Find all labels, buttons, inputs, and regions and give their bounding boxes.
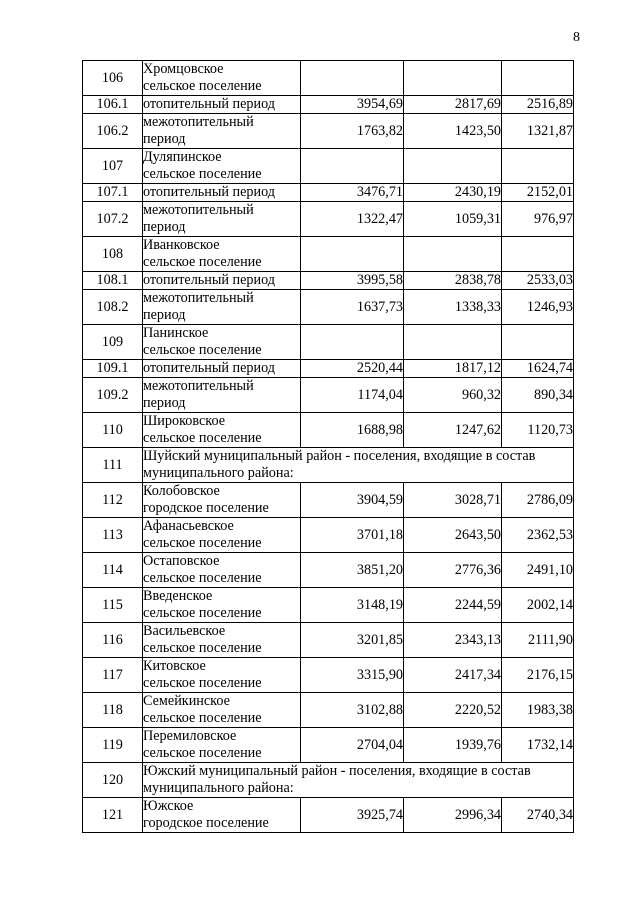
value-cell-v3: 2362,53 <box>502 518 574 553</box>
value-cell-v2 <box>404 61 502 96</box>
settlement-name <box>143 237 301 272</box>
value-cell-v2: 2776,36 <box>404 553 502 588</box>
district-heading <box>143 448 574 483</box>
settlement-name-line: сельское поселение <box>143 342 262 358</box>
settlement-name <box>143 272 301 290</box>
settlement-name-line: отопительный период <box>143 184 275 200</box>
value-cell-v3: 976,97 <box>502 202 574 237</box>
table-row <box>83 448 574 483</box>
value-cell-v2: 960,32 <box>404 378 502 413</box>
value-cell-v1 <box>301 61 404 96</box>
settlement-name <box>143 114 301 149</box>
row-number: 114 <box>83 553 143 588</box>
table-row <box>83 693 574 728</box>
value-cell-v1 <box>301 149 404 184</box>
value-cell-v1: 3315,90 <box>301 658 404 693</box>
row-number: 119 <box>83 728 143 763</box>
value-cell-v1: 3954,69 <box>301 96 404 114</box>
settlement-name-line: период <box>143 131 186 147</box>
settlement-name-line: Васильевское <box>143 623 226 639</box>
settlement-name-line: отопительный период <box>143 96 275 112</box>
table-row <box>83 728 574 763</box>
table-row <box>83 483 574 518</box>
settlement-name <box>143 693 301 728</box>
value-cell-v1 <box>301 237 404 272</box>
row-number: 108 <box>83 237 143 272</box>
settlement-name-line: Китовское <box>143 658 206 674</box>
value-cell-v3: 1321,87 <box>502 114 574 149</box>
value-cell-v3: 2152,01 <box>502 184 574 202</box>
value-cell-v2: 2817,69 <box>404 96 502 114</box>
settlement-name-line: Хромцовское <box>143 61 224 77</box>
value-cell-v1: 1688,98 <box>301 413 404 448</box>
value-cell-v3: 2516,89 <box>502 96 574 114</box>
row-number: 113 <box>83 518 143 553</box>
value-cell-v1: 3904,59 <box>301 483 404 518</box>
row-number: 106.2 <box>83 114 143 149</box>
settlement-name <box>143 588 301 623</box>
value-cell-v3 <box>502 149 574 184</box>
settlement-name <box>143 483 301 518</box>
settlement-name-line: межотопительный <box>143 378 254 394</box>
row-number: 107 <box>83 149 143 184</box>
table-row <box>83 149 574 184</box>
settlement-name <box>143 96 301 114</box>
table-body <box>83 61 574 833</box>
district-heading-line: муниципального района: <box>143 780 294 796</box>
settlement-name <box>143 728 301 763</box>
value-cell-v2: 2343,13 <box>404 623 502 658</box>
value-cell-v3: 1983,38 <box>502 693 574 728</box>
settlement-name <box>143 184 301 202</box>
row-number: 108.2 <box>83 290 143 325</box>
settlement-name-line: сельское поселение <box>143 745 262 761</box>
value-cell-v3: 890,34 <box>502 378 574 413</box>
value-cell-v2: 1939,76 <box>404 728 502 763</box>
settlement-name-line: Перемиловское <box>143 728 237 744</box>
value-cell-v1: 1637,73 <box>301 290 404 325</box>
settlement-name-line: межотопительный <box>143 202 254 218</box>
row-number: 106 <box>83 61 143 96</box>
settlement-name-line: сельское поселение <box>143 675 262 691</box>
settlement-name <box>143 518 301 553</box>
value-cell-v1: 3925,74 <box>301 798 404 833</box>
table-row <box>83 325 574 360</box>
table-row <box>83 658 574 693</box>
value-cell-v2 <box>404 237 502 272</box>
value-cell-v1: 3102,88 <box>301 693 404 728</box>
settlement-name-line: городское поселение <box>143 500 269 516</box>
value-cell-v2: 1338,33 <box>404 290 502 325</box>
settlement-name-line: межотопительный <box>143 290 254 306</box>
settlement-name-line: Колобовское <box>143 483 220 499</box>
district-heading-line: Шуйский муниципальный район - поселения, входящие в состав <box>143 448 536 464</box>
settlement-name-line: сельское поселение <box>143 166 262 182</box>
settlement-name-line: отопительный период <box>143 360 275 376</box>
table-row <box>83 798 574 833</box>
value-cell-v3: 1732,14 <box>502 728 574 763</box>
settlement-name-line: Иванковское <box>143 237 220 253</box>
settlement-name <box>143 658 301 693</box>
table-row <box>83 378 574 413</box>
value-cell-v1: 1174,04 <box>301 378 404 413</box>
settlement-name-line: сельское поселение <box>143 78 262 94</box>
value-cell-v3 <box>502 61 574 96</box>
row-number: 109.1 <box>83 360 143 378</box>
value-cell-v1: 2704,04 <box>301 728 404 763</box>
value-cell-v2: 2417,34 <box>404 658 502 693</box>
value-cell-v3: 1246,93 <box>502 290 574 325</box>
value-cell-v1: 3995,58 <box>301 272 404 290</box>
row-number: 106.1 <box>83 96 143 114</box>
value-cell-v2: 1059,31 <box>404 202 502 237</box>
row-number: 112 <box>83 483 143 518</box>
settlement-name-line: Остаповское <box>143 553 220 569</box>
value-cell-v2: 2244,59 <box>404 588 502 623</box>
table-row <box>83 202 574 237</box>
value-cell-v2: 1423,50 <box>404 114 502 149</box>
settlement-name <box>143 149 301 184</box>
value-cell-v2: 3028,71 <box>404 483 502 518</box>
row-number: 115 <box>83 588 143 623</box>
table-row <box>83 553 574 588</box>
settlement-name-line: Семейкинское <box>143 693 230 709</box>
table-row <box>83 61 574 96</box>
value-cell-v3: 2111,90 <box>502 623 574 658</box>
row-number: 107.2 <box>83 202 143 237</box>
value-cell-v1: 1763,82 <box>301 114 404 149</box>
settlement-name-line: сельское поселение <box>143 535 262 551</box>
value-cell-v1: 3851,20 <box>301 553 404 588</box>
value-cell-v2: 2430,19 <box>404 184 502 202</box>
table-row <box>83 184 574 202</box>
value-cell-v1: 3201,85 <box>301 623 404 658</box>
value-cell-v2: 1247,62 <box>404 413 502 448</box>
table-row <box>83 763 574 798</box>
settlement-name-line: Афанасьевское <box>143 518 234 534</box>
value-cell-v2 <box>404 149 502 184</box>
settlement-name <box>143 290 301 325</box>
row-number: 121 <box>83 798 143 833</box>
value-cell-v3: 2533,03 <box>502 272 574 290</box>
value-cell-v2 <box>404 325 502 360</box>
district-heading <box>143 763 574 798</box>
value-cell-v3 <box>502 237 574 272</box>
settlement-name <box>143 325 301 360</box>
settlement-name-line: сельское поселение <box>143 640 262 656</box>
settlement-name-line: Дуляпинское <box>143 149 222 165</box>
settlement-name-line: сельское поселение <box>143 570 262 586</box>
table-row <box>83 518 574 553</box>
value-cell-v1: 1322,47 <box>301 202 404 237</box>
settlement-name <box>143 553 301 588</box>
value-cell-v3: 2740,34 <box>502 798 574 833</box>
settlement-name-line: период <box>143 219 186 235</box>
value-cell-v3 <box>502 325 574 360</box>
table-row <box>83 114 574 149</box>
settlement-name <box>143 623 301 658</box>
value-cell-v1: 3148,19 <box>301 588 404 623</box>
settlement-name-line: городское поселение <box>143 815 269 831</box>
table-row <box>83 360 574 378</box>
settlement-name <box>143 378 301 413</box>
value-cell-v2: 2996,34 <box>404 798 502 833</box>
district-heading-line: Южский муниципальный район - поселения, входящие в состав <box>143 763 531 779</box>
row-number: 109.2 <box>83 378 143 413</box>
settlement-name-line: сельское поселение <box>143 430 262 446</box>
settlement-name-line: сельское поселение <box>143 710 262 726</box>
settlement-name-line: период <box>143 307 186 323</box>
row-number: 108.1 <box>83 272 143 290</box>
settlement-name <box>143 798 301 833</box>
value-cell-v1: 3701,18 <box>301 518 404 553</box>
page-number: 8 <box>573 30 580 45</box>
district-heading-line: муниципального района: <box>143 465 294 481</box>
table-row <box>83 272 574 290</box>
table-row <box>83 96 574 114</box>
value-cell-v3: 1120,73 <box>502 413 574 448</box>
value-cell-v3: 2002,14 <box>502 588 574 623</box>
settlement-name-line: Южское <box>143 798 194 814</box>
settlement-name <box>143 360 301 378</box>
settlement-name <box>143 413 301 448</box>
row-number: 109 <box>83 325 143 360</box>
row-number: 111 <box>83 448 143 483</box>
table-row <box>83 588 574 623</box>
row-number: 107.1 <box>83 184 143 202</box>
settlement-name-line: Панинское <box>143 325 209 341</box>
tariff-table <box>82 60 574 833</box>
value-cell-v3: 2176,15 <box>502 658 574 693</box>
value-cell-v2: 1817,12 <box>404 360 502 378</box>
value-cell-v1 <box>301 325 404 360</box>
value-cell-v2: 2220,52 <box>404 693 502 728</box>
value-cell-v1: 3476,71 <box>301 184 404 202</box>
table-row <box>83 413 574 448</box>
value-cell-v3: 2786,09 <box>502 483 574 518</box>
settlement-name-line: отопительный период <box>143 272 275 288</box>
row-number: 117 <box>83 658 143 693</box>
row-number: 110 <box>83 413 143 448</box>
table-row <box>83 237 574 272</box>
value-cell-v3: 1624,74 <box>502 360 574 378</box>
value-cell-v1: 2520,44 <box>301 360 404 378</box>
settlement-name-line: Широковское <box>143 413 226 429</box>
settlement-name <box>143 61 301 96</box>
value-cell-v3: 2491,10 <box>502 553 574 588</box>
settlement-name-line: сельское поселение <box>143 605 262 621</box>
value-cell-v2: 2643,50 <box>404 518 502 553</box>
settlement-name-line: межотопительный <box>143 114 254 130</box>
settlement-name <box>143 202 301 237</box>
table-row <box>83 290 574 325</box>
row-number: 116 <box>83 623 143 658</box>
row-number: 120 <box>83 763 143 798</box>
value-cell-v2: 2838,78 <box>404 272 502 290</box>
table-row <box>83 623 574 658</box>
row-number: 118 <box>83 693 143 728</box>
settlement-name-line: Введенское <box>143 588 213 604</box>
settlement-name-line: период <box>143 395 186 411</box>
settlement-name-line: сельское поселение <box>143 254 262 270</box>
